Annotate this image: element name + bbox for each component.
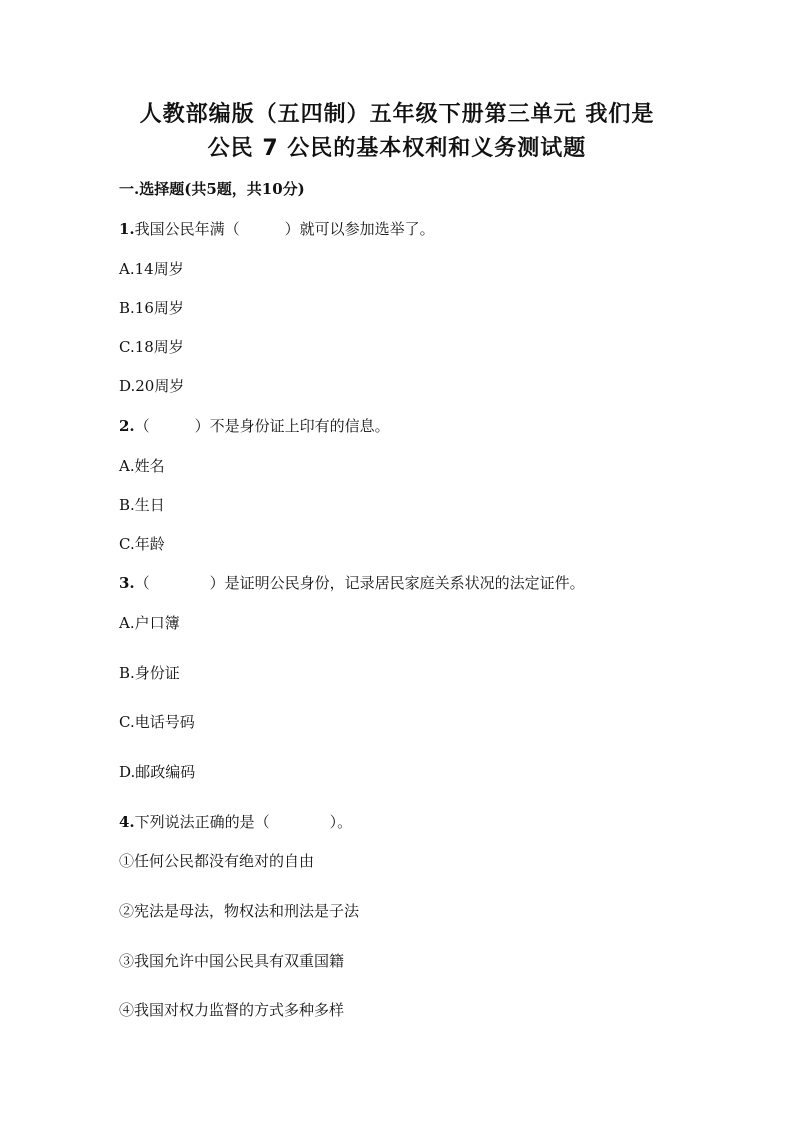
section-heading: 一.选择题(共5题，共10分) — [119, 180, 305, 198]
question-number: 4. — [119, 813, 135, 831]
question-1-option-d: D.20周岁 — [119, 377, 185, 395]
question-text: （ ）不是身份证上印有的信息。 — [134, 417, 390, 435]
question-1-option-c: C.18周岁 — [119, 338, 184, 356]
question-4 — [119, 811, 352, 832]
question-text: 下列说法正确的是（ ）。 — [134, 813, 353, 831]
question-1-option-a: A.14周岁 — [119, 260, 184, 278]
question-number: 1. — [119, 220, 135, 238]
question-text: （ ）是证明公民身份，记录居民家庭关系状况的法定证件。 — [134, 574, 585, 592]
question-3-option-b: B.身份证 — [119, 664, 180, 682]
question-4-statement-2: ②宪法是母法，物权法和刑法是子法 — [119, 902, 360, 920]
question-4-statement-4: ④我国对权力监督的方式多种多样 — [119, 1001, 345, 1019]
page-title-line-1: 人教部编版（五四制）五年级下册第三单元 我们是 — [139, 102, 655, 127]
question-number: 2. — [119, 417, 135, 435]
question-2 — [119, 415, 390, 436]
question-3-option-d: D.邮政编码 — [119, 763, 196, 781]
question-3-option-a: A.户口簿 — [119, 614, 180, 632]
question-2-option-c: C.年龄 — [119, 535, 165, 553]
question-1-option-b: B.16周岁 — [119, 299, 184, 317]
question-3 — [119, 572, 585, 593]
question-4-statement-3: ③我国允许中国公民具有双重国籍 — [119, 952, 345, 970]
question-text: 我国公民年满（ ）就可以参加选举了。 — [134, 220, 435, 238]
question-3-option-c: C.电话号码 — [119, 713, 195, 731]
question-number: 3. — [119, 574, 135, 592]
question-1 — [119, 218, 435, 239]
question-4-statement-1: ①任何公民都没有绝对的自由 — [119, 852, 315, 870]
question-2-option-b: B.生日 — [119, 496, 165, 514]
page-title-line-2: 公民 7 公民的基本权利和义务测试题 — [207, 136, 587, 161]
question-2-option-a: A.姓名 — [119, 457, 165, 475]
